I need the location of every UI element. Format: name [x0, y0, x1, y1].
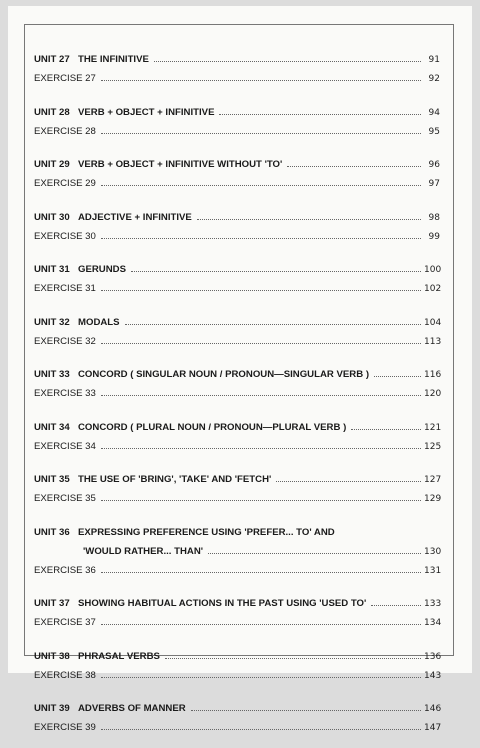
unit-title: ADVERBS OF MANNER	[78, 703, 186, 714]
dot-leader	[197, 218, 421, 220]
unit-title: ADJECTIVE + INFINITIVE	[78, 211, 192, 223]
exercise-title: EXERCISE 32	[34, 335, 96, 347]
unit-title: THE USE OF 'BRING', 'TAKE' AND 'FETCH'	[78, 474, 272, 485]
dot-leader	[287, 165, 421, 167]
unit-title-line	[34, 99, 440, 118]
exercise-page-number: 97	[428, 179, 440, 189]
unit-number: UNIT 34	[34, 421, 70, 433]
unit-number: UNIT 32	[34, 316, 70, 328]
unit-page-number: 121	[424, 422, 442, 433]
exercise-title: EXERCISE 33	[34, 388, 96, 399]
unit-number: UNIT 37	[34, 598, 70, 609]
exercise-line	[34, 328, 440, 347]
exercise-title: EXERCISE 38	[34, 669, 96, 681]
dot-leader	[219, 113, 421, 115]
unit-title: VERB + OBJECT + INFINITIVE	[78, 106, 215, 118]
dot-leader	[101, 184, 421, 186]
unit-title: VERB + OBJECT + INFINITIVE WITHOUT 'TO'	[78, 159, 283, 170]
unit-title-line	[34, 643, 440, 662]
unit-title-line	[34, 46, 440, 65]
unit-page-number: 146	[424, 704, 442, 714]
exercise-title: EXERCISE 30	[34, 230, 96, 242]
exercise-title: EXERCISE 37	[34, 617, 96, 628]
dot-leader	[191, 709, 421, 711]
toc-unit-entry	[34, 151, 440, 189]
toc-unit-entry	[34, 466, 440, 504]
toc-unit-entry	[34, 99, 440, 137]
unit-title: CONCORD ( SINGULAR NOUN / PRONOUN—SINGULAR VERB )	[78, 369, 370, 380]
toc-unit-entry	[34, 256, 440, 294]
dot-leader	[101, 571, 421, 573]
dot-leader	[101, 728, 421, 730]
exercise-page-number: 102	[424, 284, 442, 294]
exercise-line	[34, 380, 440, 399]
exercise-page-number: 99	[428, 231, 440, 242]
toc-unit-entry	[34, 643, 440, 681]
unit-title-line	[34, 361, 440, 380]
unit-title-line	[34, 309, 440, 328]
toc-unit-entry	[34, 695, 440, 733]
unit-page-number: 136	[424, 651, 442, 662]
unit-page-number: 130	[424, 546, 442, 557]
toc-unit-entry	[34, 590, 440, 628]
dot-leader	[101, 499, 421, 501]
unit-title-line	[34, 256, 440, 275]
dot-leader	[101, 623, 421, 625]
exercise-title: EXERCISE 34	[34, 440, 96, 452]
dot-leader	[351, 428, 421, 430]
unit-number: UNIT 31	[34, 264, 70, 275]
unit-title: MODALS	[78, 316, 120, 328]
exercise-line	[34, 118, 440, 137]
unit-page-number: 127	[424, 475, 442, 485]
exercise-page-number: 95	[428, 126, 440, 137]
exercise-page-number: 92	[428, 74, 440, 84]
unit-title-line	[34, 695, 440, 714]
exercise-title: EXERCISE 36	[34, 564, 96, 576]
unit-number: UNIT 29	[34, 159, 70, 170]
dot-leader	[101, 132, 421, 134]
exercise-title: EXERCISE 35	[34, 493, 96, 504]
exercise-title: EXERCISE 31	[34, 283, 96, 294]
book-page	[8, 6, 472, 733]
dot-leader	[101, 237, 421, 239]
unit-page-number: 100	[424, 265, 442, 275]
exercise-line	[34, 485, 440, 504]
unit-page-number: 96	[428, 160, 440, 170]
exercise-page-number: 143	[424, 670, 442, 681]
unit-title-line	[34, 414, 440, 433]
unit-number: UNIT 36	[34, 526, 70, 538]
exercise-line	[34, 714, 440, 733]
exercise-line	[34, 557, 440, 576]
dot-leader	[276, 480, 421, 482]
unit-title: PHRASAL VERBS	[78, 650, 160, 662]
exercise-title: EXERCISE 28	[34, 125, 96, 137]
exercise-line	[34, 662, 440, 681]
toc-unit-entry	[34, 46, 440, 84]
table-of-contents	[34, 46, 440, 748]
unit-number: UNIT 33	[34, 369, 70, 380]
exercise-page-number: 120	[424, 389, 442, 399]
unit-page-number: 116	[424, 370, 442, 380]
exercise-page-number: 125	[424, 441, 442, 452]
toc-unit-entry	[34, 309, 440, 347]
exercise-page-number: 131	[424, 565, 442, 576]
toc-unit-entry	[34, 519, 440, 576]
exercise-line	[34, 433, 440, 452]
unit-page-number: 98	[428, 212, 440, 223]
exercise-page-number: 113	[424, 336, 442, 347]
dot-leader	[101, 342, 421, 344]
unit-number: UNIT 35	[34, 474, 70, 485]
unit-title: EXPRESSING PREFERENCE USING 'PREFER... TO' AND	[78, 526, 335, 538]
unit-page-number: 104	[424, 317, 442, 328]
exercise-page-number: 147	[424, 723, 442, 733]
exercise-line	[34, 609, 440, 628]
unit-title-line	[34, 151, 440, 170]
exercise-title: EXERCISE 39	[34, 722, 96, 733]
unit-title-line	[34, 538, 440, 557]
toc-unit-entry	[34, 414, 440, 452]
dot-leader	[165, 657, 421, 659]
dot-leader	[131, 270, 421, 272]
toc-unit-entry	[34, 361, 440, 399]
dot-leader	[101, 394, 421, 396]
unit-number: UNIT 30	[34, 211, 70, 223]
dot-leader	[101, 447, 421, 449]
unit-number: UNIT 39	[34, 703, 70, 714]
exercise-line	[34, 65, 440, 84]
exercise-line	[34, 223, 440, 242]
unit-title: THE INFINITIVE	[78, 54, 149, 65]
dot-leader	[374, 375, 421, 377]
dot-leader	[208, 552, 421, 554]
unit-page-number: 133	[424, 599, 442, 609]
dot-leader	[101, 79, 421, 81]
exercise-title: EXERCISE 29	[34, 178, 96, 189]
exercise-title: EXERCISE 27	[34, 73, 96, 84]
unit-title-line	[34, 204, 440, 223]
unit-number: UNIT 38	[34, 650, 70, 662]
exercise-line	[34, 275, 440, 294]
dot-leader	[101, 289, 421, 291]
unit-title: 'WOULD RATHER... THAN'	[83, 545, 204, 557]
exercise-line	[34, 170, 440, 189]
dot-leader	[101, 676, 421, 678]
dot-leader	[371, 604, 421, 606]
dot-leader	[154, 60, 421, 62]
unit-title: GERUNDS	[78, 264, 126, 275]
unit-title-line	[34, 590, 440, 609]
toc-unit-entry	[34, 204, 440, 242]
unit-title-line	[34, 466, 440, 485]
unit-number: UNIT 28	[34, 106, 70, 118]
exercise-page-number: 129	[424, 494, 442, 504]
dot-leader	[125, 323, 421, 325]
unit-page-number: 91	[428, 55, 440, 65]
exercise-page-number: 134	[424, 618, 442, 628]
unit-title: SHOWING HABITUAL ACTIONS IN THE PAST USING 'USED TO'	[78, 598, 367, 609]
unit-page-number: 94	[428, 107, 440, 118]
unit-title-line	[34, 519, 440, 538]
unit-title: CONCORD ( PLURAL NOUN / PRONOUN—PLURAL VERB )	[78, 421, 347, 433]
unit-number: UNIT 27	[34, 54, 70, 65]
